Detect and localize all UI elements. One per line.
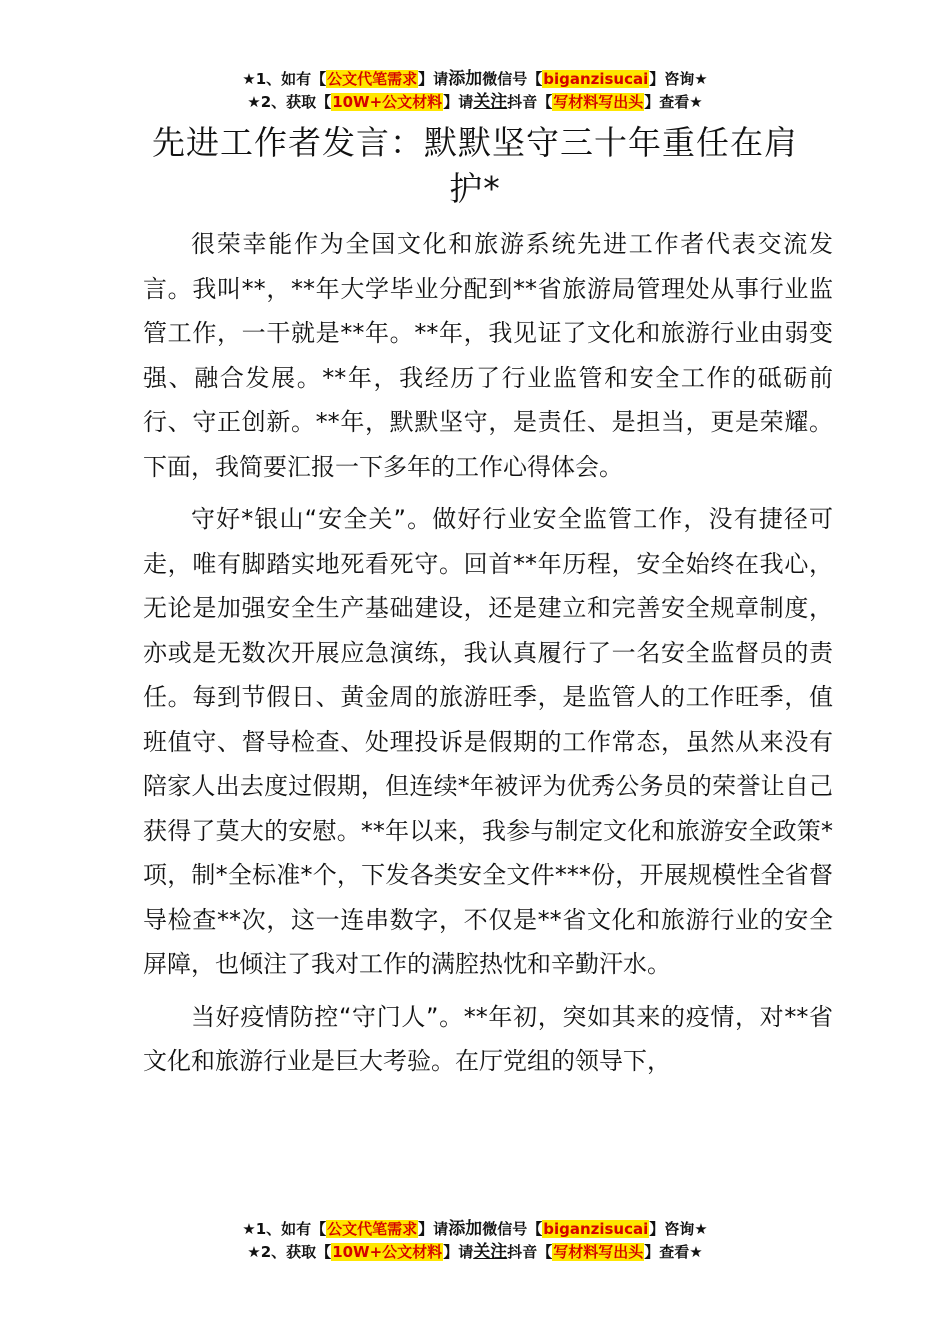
- banner-text: 】请: [418, 70, 449, 88]
- banner-text: 】咨询★: [649, 1220, 708, 1238]
- banner-text: 】查看★: [644, 93, 703, 111]
- document-title: 先进工作者发言：默默坚守三十年重任在肩护*: [152, 123, 798, 208]
- banner-line-1: [0, 1218, 950, 1241]
- paragraph: 守好*银山“安全关”。做好行业安全监管工作，没有捷径可走，唯有脚踏实地死看死守。回首**年历程，安全始终在我心，无论是加强安全生产基础建设，还是建立和完善安全规章制度，亦或是无数次开展应急演练，我认真履行了一名安全监督员的责任。每到节假日、黄金周的旅游旺季，是监管人的工作旺季，值班值守、督导检查、处理投诉是假期的工作常态，虽然从来没有陪家人出去度过假期，但连续*年被评为优秀公务员的荣誉让自己获得了莫大的安慰。**年以来，我参与制定文化和旅游安全政策*项，制*全标准*个，下发各类安全文件***份，开展规模性全省督导检查**次，这一连串数字，不仅是**省文化和旅游行业的安全屏障，也倾注了我对工作的满腔热忱和辛勤汗水。: [143, 505, 833, 978]
- banner-line-1: [0, 68, 950, 91]
- banner-text: 微信号【: [482, 1220, 543, 1238]
- banner-text: 微信号【: [482, 70, 543, 88]
- header-banner: [0, 68, 950, 114]
- banner-highlight: 写材料写出头: [553, 1243, 644, 1261]
- banner-text: 关注: [473, 92, 508, 112]
- banner-highlight: 写材料写出头: [553, 93, 644, 111]
- banner-text: 添加: [448, 1219, 483, 1239]
- banner-text: 】请: [443, 93, 474, 111]
- banner-text: 添加: [448, 69, 483, 89]
- banner-text: ★1、如有【: [242, 1220, 327, 1238]
- document-body: [143, 222, 833, 1092]
- banner-highlight: 公文代笔需求: [327, 70, 418, 88]
- banner-text: 抖音【: [507, 93, 553, 111]
- banner-line-2: [0, 1241, 950, 1264]
- banner-text: 】请: [443, 1243, 474, 1261]
- banner-text: 】查看★: [644, 1243, 703, 1261]
- banner-highlight: 10W+公文材料: [332, 1243, 443, 1261]
- banner-text: ★2、获取【: [247, 1243, 332, 1261]
- banner-text: ★1、如有【: [242, 70, 327, 88]
- banner-highlight: 10W+公文材料: [332, 93, 443, 111]
- banner-highlight: biganzisucai: [543, 70, 649, 88]
- banner-text: 】咨询★: [649, 70, 708, 88]
- footer-banner: [0, 1218, 950, 1264]
- paragraph: 很荣幸能作为全国文化和旅游系统先进工作者代表交流发言。我叫**，**年大学毕业分配到**省旅游局管理处从事行业监管工作，一干就是**年。**年，我见证了文化和旅游行业由弱变强、融合发展。**年，我经历了行业监管和安全工作的砥砺前行、守正创新。**年，默默坚守，是责任、是担当，更是荣耀。下面，我简要汇报一下多年的工作心得体会。: [143, 230, 833, 481]
- banner-text: ★2、获取【: [247, 93, 332, 111]
- banner-highlight: 公文代笔需求: [327, 1220, 418, 1238]
- banner-line-2: [0, 91, 950, 114]
- banner-text: 】请: [418, 1220, 449, 1238]
- banner-highlight: biganzisucai: [543, 1220, 649, 1238]
- paragraph: 当好疫情防控“守门人”。**年初，突如其来的疫情，对**省文化和旅游行业是巨大考验。在厅党组的领导下，: [143, 1002, 833, 1075]
- banner-text: 关注: [473, 1242, 508, 1262]
- banner-text: 抖音【: [507, 1243, 553, 1261]
